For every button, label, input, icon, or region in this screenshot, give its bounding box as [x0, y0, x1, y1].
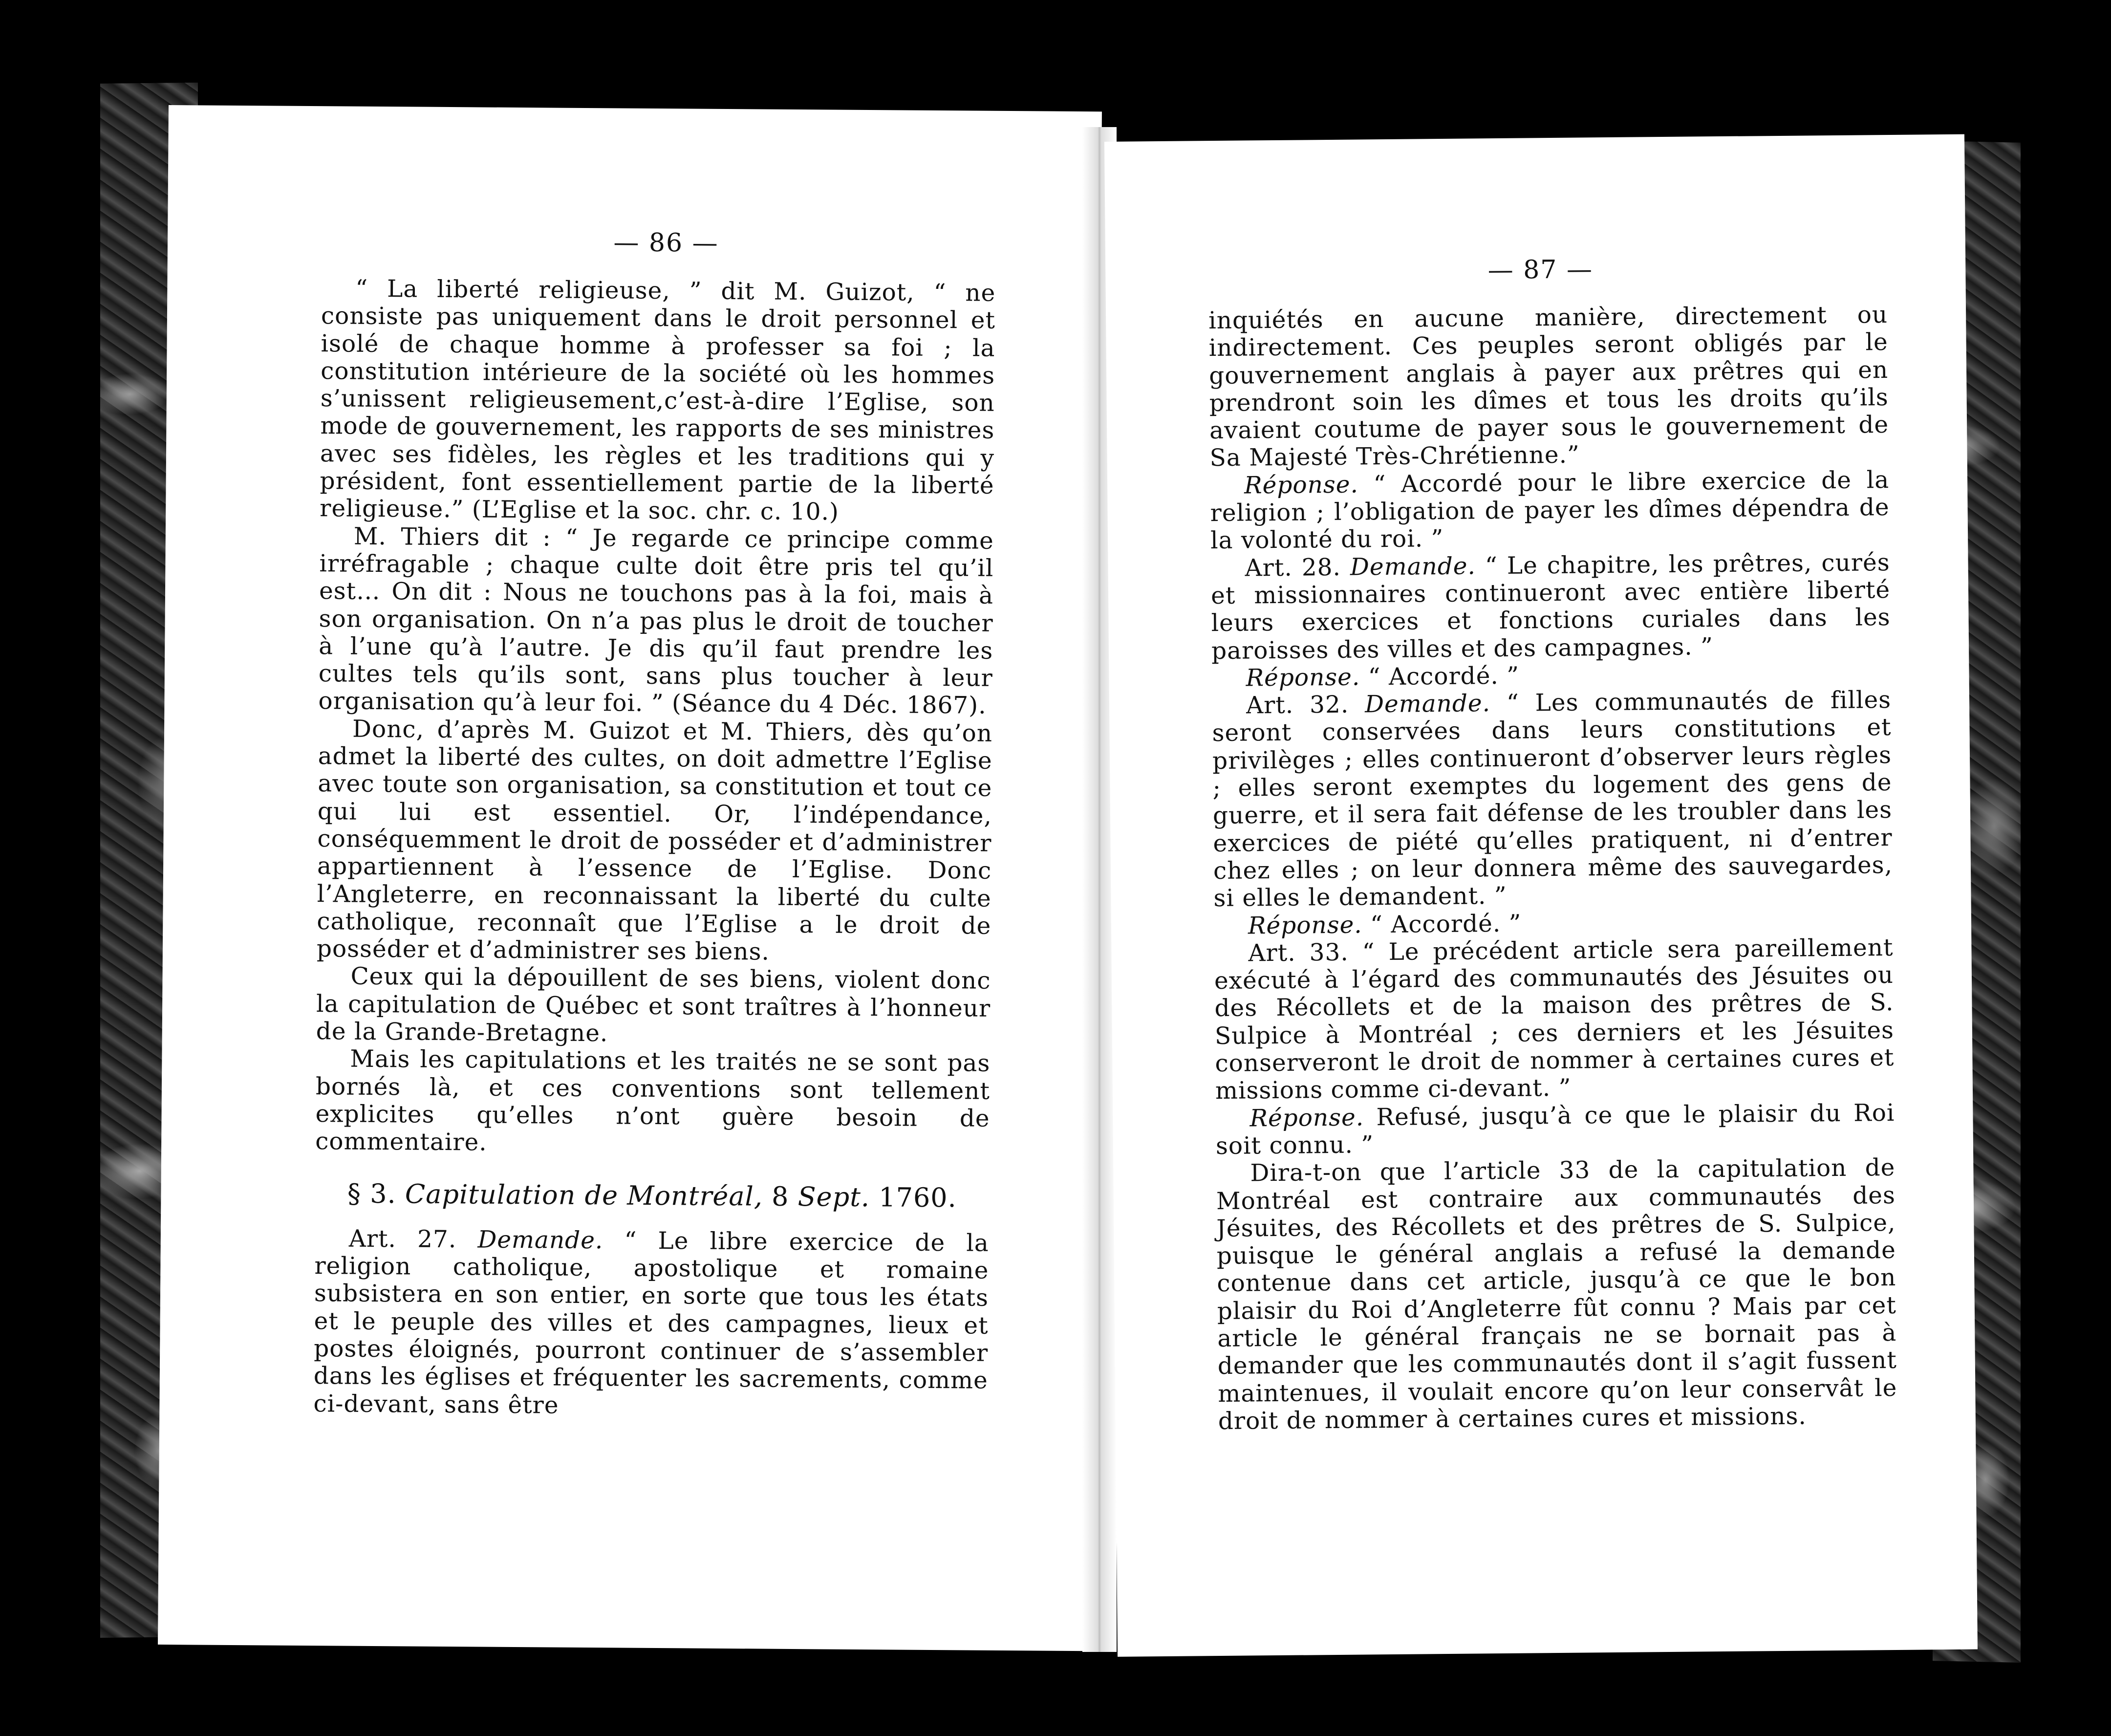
article-32 — [1212, 686, 1893, 912]
section-year: 1760. — [879, 1181, 957, 1213]
left-page-text — [313, 275, 995, 1422]
reponse-27 — [1210, 466, 1890, 555]
page-number-87: — 87 — — [1487, 255, 1594, 285]
article-28-demande: Demande. — [1350, 552, 1476, 581]
article-27-text: “ Le libre exercice de la religion catholique, apostolique et romaine subsistera en son entier, en sorte que tous les états et le peuple des villes et des campagnes, lieux et postes éloignés, pourront continuer de s’assembler dans les églises et fréquenter les sacrements, comme ci-devant, sans être — [313, 1227, 989, 1419]
right-page-text — [1208, 301, 1897, 1435]
conventions-paragraph: Mais les capitulations et les traités ne se sont pas bornés là, et ces conventions sont tellement explicites qu’elles n’ont guère besoin de commentaire. — [315, 1045, 991, 1156]
reponse-28-label: Réponse. — [1246, 663, 1360, 692]
right-page — [1104, 134, 1978, 1657]
article-27-continuation: inquiétés en aucune manière, directement ou indirectement. Ces peuples seront obligés par le gouvernement anglais à payer aux prêtres qui en prendront soin les dîmes et tous les droits qu’ils avaient coutume de payer sous le gouvernement de Sa Majesté Très-Chrétienne.” — [1208, 301, 1889, 472]
article-32-text: “ Les communautés de filles seront conservées dans leurs constitutions et privilèges ; elles continueront d’observer leurs règles ; elles seront exemptes du logement des gens de guerre, et il sera fait défense de les troubler dans les exercices de piété qu’elles pratiquent, ni d’entrer chez elles ; on leur donnera même des sauvegardes, si elles le demandent. ” — [1212, 686, 1893, 912]
article-28-label: Art. 28. — [1245, 553, 1341, 582]
reponse-33-text: Refusé, jusqu’à ce que le plaisir du Roi soit connu. ” — [1215, 1099, 1895, 1160]
section-day: 8 — [771, 1181, 789, 1212]
conclusion-paragraph: Donc, d’après M. Guizot et M. Thiers, dès qu’on admet la liberté des cultes, on doit admettre l’Eglise avec toute son organisation, sa constitution et tout ce qui lui est essentiel. Or, l’indépendance, conséquemment le droit de posséder et d’administrer appartiennent à l’essence de l’Eglise. Donc l’Angleterre, en reconnaissant la liberté du culte catholique, reconnaît que l’Eglise a le droit de posséder et d’administrer ses biens. — [316, 715, 993, 966]
final-argument-paragraph: Dira-t-on que l’article 33 de la capitulation de Montréal est contraire aux communautés des Jésuites, des Récollets et des prêtres de S. Sulpice, puisque le général anglais a refusé la demande contenue dans cet article, jusqu’à ce que le bon plaisir du Roi d’Angleterre fût connu ? Mais par cet article le général français ne se bornait pas à demander que les communautés dont il s’agit fussent maintenues, il voulait encore qu’on leur conservât le droit de nommer à certaines cures et missions. — [1216, 1154, 1897, 1435]
section-number: § 3. — [347, 1178, 396, 1209]
quebec-capitulation-paragraph: Ceux qui la dépouillent de ses biens, violent donc la capitulation de Québec et sont traîtres à l’honneur de la Grande-Bretagne. — [316, 963, 991, 1047]
article-32-demande: Demande. — [1364, 690, 1491, 718]
thiers-quote-paragraph: M. Thiers dit : “ Je regarde ce principe comme irréfragable ; chaque culte doit être pris tel qu’il est… On dit : Nous ne touchons pas à la foi, mais à son organisation. On n’a pas plus le droit de toucher à l’une qu’à l’autre. Je dis qu’il faut prendre les cultes tels qu’ils sont, sans plus toucher à leur organisation qu’à leur foi. ” (Séance du 4 Déc. 1867). — [318, 522, 994, 720]
article-27-demande: Demande. — [477, 1226, 603, 1255]
article-33 — [1214, 934, 1895, 1105]
section-month: Sept. — [797, 1181, 870, 1213]
left-page — [158, 105, 1102, 1651]
article-27-label: Art. 27. — [348, 1225, 457, 1253]
reponse-33 — [1215, 1099, 1895, 1160]
section-title: Capitulation de Montréal, — [405, 1178, 763, 1212]
reponse-32-label: Réponse. — [1248, 911, 1362, 940]
article-33-text: “ Le précédent article sera pareillement exécuté à l’égard des communautés des Jésuites ou des Récollets et de la maison des prêtres de S. Sulpice à Montréal ; ces derniers et les Jésuites conserveront le droit de nommer à certaines cures et missions comme ci-devant. ” — [1214, 933, 1895, 1105]
article-28 — [1210, 549, 1891, 665]
section-heading — [315, 1180, 989, 1212]
article-32-label: Art. 32. — [1246, 691, 1349, 719]
article-28-text: “ Le chapitre, les prêtres, curés et missionnaires continueront avec entière liberté leurs exercices et fonctions curiales dans les paroisses des villes et des campagnes. ” — [1210, 548, 1891, 665]
page-number-86: — 86 — — [613, 228, 719, 258]
reponse-33-label: Réponse. — [1249, 1104, 1364, 1132]
article-33-label: Art. 33. — [1248, 938, 1349, 967]
reponse-27-label: Réponse. — [1244, 471, 1359, 499]
reponse-28-text: “ Accordé. ” — [1368, 662, 1520, 691]
guizot-quote-paragraph: “ La liberté religieuse, ” dit M. Guizot, “ ne consiste pas uniquement dans le droit personnel et isolé de chaque homme à professer sa foi ; la constitution intérieure de la société où les hommes s’unissent religieusement,c’est-à-dire l’Eglise, son mode de gouvernement, les rapports de ses ministres avec ses fidèles, les règles et les traditions qui y président, font essentiellement partie de la liberté religieuse.” (L’Eglise et la soc. chr. c. 10.) — [320, 275, 996, 526]
article-27 — [313, 1225, 989, 1422]
reponse-32-text: “ Accordé. ” — [1370, 910, 1522, 938]
reponse-27-text: “ Accordé pour le libre exercice de la religion ; l’obligation de payer les dîmes dépendra de la volonté du roi. ” — [1210, 466, 1890, 555]
